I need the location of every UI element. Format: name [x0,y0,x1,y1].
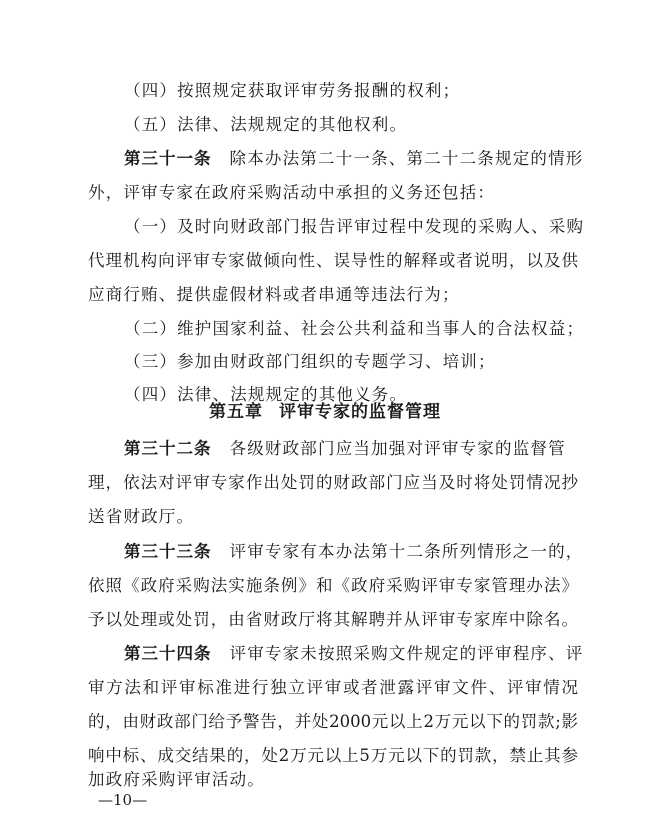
article-34-line [124,643,584,665]
paragraph-line: 的，由财政部门给予警告，并处2000元以上2万元以下的罚款;影 [88,712,578,731]
paragraph-line: （二）维护国家利益、社会公共利益和当事人的合法权益； [124,319,585,338]
paragraph-line: 审方法和评审标准进行独立评审或者泄露评审文件、评审情况 [88,678,578,697]
chapter-number: 第五章 [209,402,263,422]
paragraph-line: （三）参加由财政部门组织的专题学习、培训； [124,352,496,371]
paragraph-line: 外，评审专家在政府采购活动中承担的义务还包括： [88,183,496,202]
paragraph-line: 响中标、成交结果的，处2万元以上5万元以下的罚款，禁止其参 [88,746,578,765]
chapter-heading [0,401,650,423]
paragraph-line: 理，依法对评审专家作出处罚的财政部门应当及时将处罚情况抄 [88,473,578,492]
article-34-title: 第三十四条 [124,644,212,663]
article-32-title: 第三十二条 [124,439,212,458]
paragraph-line: （四）按照规定获取评审劳务报酬的权利； [124,81,461,100]
article-33-text: 评审专家有本办法第十二条所列情形之一的， [229,542,584,561]
page-number: —10— [98,791,148,809]
article-31-line [124,148,584,170]
paragraph-line: 依照《政府采购法实施条例》和《政府采购评审专家管理办法》 [88,576,578,595]
chapter-title: 评审专家的监督管理 [279,402,441,422]
article-31-title: 第三十一条 [124,149,212,168]
paragraph-line: （五）法律、法规规定的其他权利。 [124,115,408,134]
paragraph-line: 送省财政厅。 [88,507,195,526]
paragraph-line: 应商行贿、提供虚假材料或者串通等违法行为； [88,285,460,304]
article-33-title: 第三十三条 [124,542,212,561]
paragraph-line: 予以处理或处罚，由省财政厅将其解聘并从评审专家库中除名。 [88,610,578,629]
article-32-line [124,438,578,460]
article-34-text: 评审专家未按照采购文件规定的评审程序、评 [229,644,584,663]
paragraph-line: 加政府采购评审活动。 [88,770,265,789]
paragraph-line: 代理机构向评审专家做倾向性、误导性的解释或者说明，以及供 [88,251,578,270]
article-31-text: 除本办法第二十一条、第二十二条规定的情形 [229,149,584,168]
article-33-line [124,541,584,563]
paragraph-line: （四）法律、法规规定的其他义务。 [124,385,408,404]
paragraph-line: （一）及时向财政部门报告评审过程中发现的采购人、采购 [124,217,585,236]
article-32-text: 各级财政部门应当加强对评审专家的监督管 [229,439,566,458]
